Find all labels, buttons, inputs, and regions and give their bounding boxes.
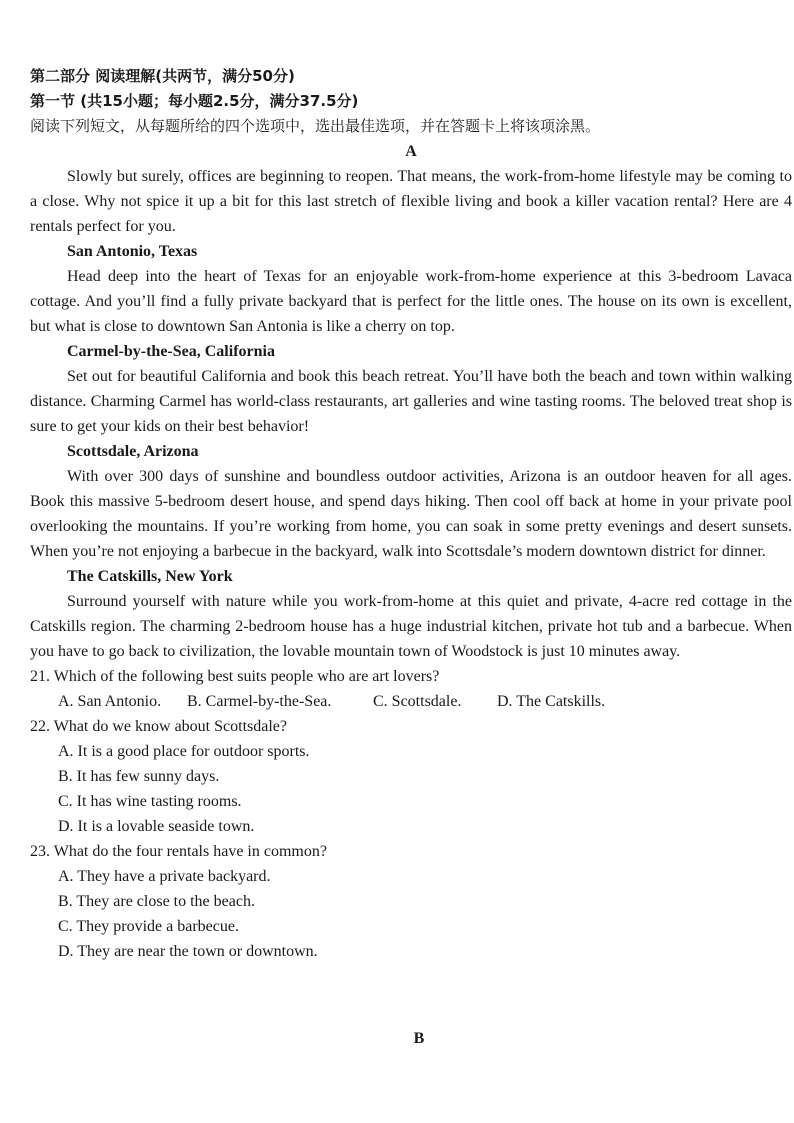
option-21-b: B. Carmel-by-the-Sea.	[187, 693, 332, 710]
option-23-a: A. They have a private backyard.	[58, 868, 271, 885]
question-21-options	[30, 689, 792, 714]
option-23-d: D. They are near the town or downtown.	[58, 943, 318, 960]
rental-heading-scottsdale: Scottsdale, Arizona	[67, 443, 199, 460]
rental-heading-catskills: The Catskills, New York	[67, 568, 233, 585]
question-23: 23. What do the four rentals have in common?	[30, 843, 327, 860]
rental-text-catskills: Surround yourself with nature while you work-from-home at this quiet and private, 4-acre red cottage in the Catskills region. The charming 2-bedroom house has a huge industrial kitchen, private hot tub and a barbecue. When you have to go back to civilization, the lovable mountain town of Woodstock is just 10 minutes away.	[30, 593, 792, 660]
option-22-b: B. It has few sunny days.	[58, 768, 220, 785]
rental-heading-carmel: Carmel-by-the-Sea, California	[67, 343, 275, 360]
option-22-c: C. It has wine tasting rooms.	[58, 793, 242, 810]
rental-heading-san-antonio: San Antonio, Texas	[67, 243, 198, 260]
option-23-b: B. They are close to the beach.	[58, 893, 255, 910]
passage-b-letter: B	[413, 1030, 425, 1047]
option-21-a: A. San Antonio.	[58, 693, 162, 710]
rental-text-carmel: Set out for beautiful California and book this beach retreat. You’ll have both the beach and town within walking distance. Charming Carmel has world-class restaurants, art galleries and wine tasting rooms. The beloved treat shop is sure to get your kids on their best behavior!	[30, 368, 792, 435]
option-21-d: D. The Catskills.	[497, 693, 606, 710]
rental-text-scottsdale: With over 300 days of sunshine and boundless outdoor activities, Arizona is an outdoor heaven for all ages. Book this massive 5-bedroom desert house, and spend days hiking. Then cool off back at home in your private pool overlooking the mountains. If you’re working from home, you can soak in some pretty evenings and desert sunsets. When you’re not enjoying a barbecue in the backyard, walk into Scottsdale’s modern downtown district for dinner.	[30, 468, 792, 560]
question-21: 21. Which of the following best suits people who are art lovers?	[30, 668, 440, 685]
option-23-c: C. They provide a barbecue.	[58, 918, 239, 935]
instruction-text: 阅读下列短文，从每题所给的四个选项中，选出最佳选项，并在答题卡上将该项涂黑。	[30, 117, 601, 135]
option-21-c: C. Scottsdale.	[373, 693, 462, 710]
option-22-a: A. It is a good place for outdoor sports.	[58, 743, 310, 760]
passage-a-letter: A	[405, 143, 417, 160]
option-22-d: D. It is a lovable seaside town.	[58, 818, 255, 835]
passage-a-intro: Slowly but surely, offices are beginning to reopen. That means, the work-from-home lifestyle may be coming to a close. Why not spice it up a bit for this last stretch of flexible living and book a killer vacation rental? Here are 4 rentals perfect for you.	[30, 168, 792, 235]
section-title: 第一节 (共15小题；每小题2.5分，满分37.5分)	[30, 92, 359, 110]
part-title: 第二部分 阅读理解(共两节，满分50分)	[30, 67, 295, 85]
rental-text-san-antonio: Head deep into the heart of Texas for an enjoyable work-from-home experience at this 3-bedroom Lavaca cottage. And you’ll find a fully private backyard that is perfect for the little ones. The house on its own is excellent, but what is close to downtown San Antonia is like a cherry on top.	[30, 268, 792, 335]
question-22: 22. What do we know about Scottsdale?	[30, 718, 287, 735]
exam-page	[30, 64, 792, 1047]
